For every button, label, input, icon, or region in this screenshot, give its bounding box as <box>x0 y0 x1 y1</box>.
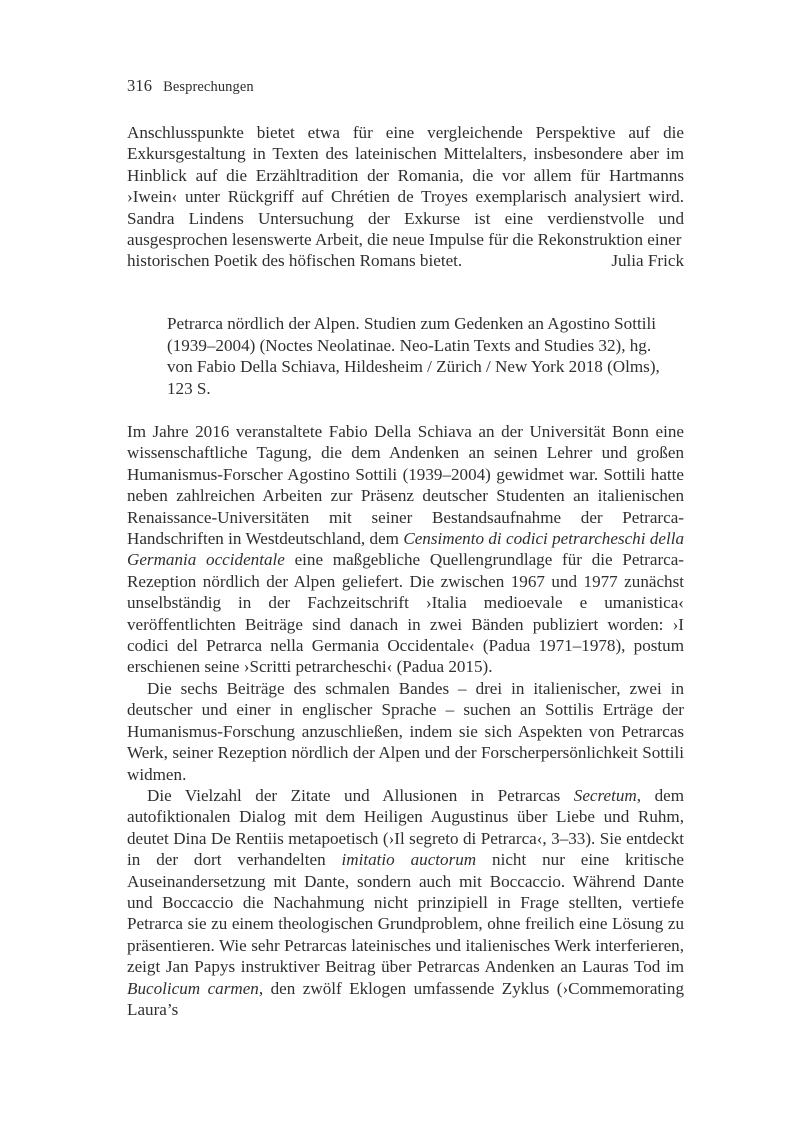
review-paragraph-2: Die sechs Beiträge des schmalen Bandes – drei in italienischer, zwei in deutscher und einer in englischer Sprache – suchen an Sottilis Erträge der Humanismus-Forschung anzuschließen, indem sie sich Aspekten von Petrarcas Werk, seiner Rezeption nördlich der Alpen und der Forscherpersönlichkeit Sottili widmen. <box>127 678 684 784</box>
title-secretum: Secretum <box>573 785 637 805</box>
biblio-line-2: (1939–2004) (Noctes Neolatinae. Neo-Latin Texts and Studies 32), hg. <box>167 335 652 355</box>
bibliographic-heading <box>167 313 684 399</box>
review-paragraph-1 <box>127 421 684 678</box>
paragraph-3-text-a: Die Vielzahl der Zitate und Allusionen in Petrarcas <box>147 785 574 805</box>
review-body <box>127 421 684 1020</box>
closing-review-paragraph: Anschlusspunkte bietet etwa für eine vergleichende Perspektive auf die Exkursgestaltung in Texten des lateinischen Mittelalters, insbesondere aber im Hinblick auf die Erzähltradition der Romania, die vor allem für Hartmanns ›Iwein‹ unter Rückgriff auf Chrétien de Troyes exemplarisch analysiert wird. Sandra Lindens Untersuchung der Exkurse ist eine verdienstvolle und ausgesprochen lesenswerte Arbeit, die neue Impulse für die Rekonstruktion einer <box>127 123 684 250</box>
running-head-title: Besprechungen <box>163 79 254 95</box>
title-censimento: Censimento di codici petrarcheschi della Germania occidentale <box>127 529 685 570</box>
biblio-line-3: von Fabio Della Schiava, Hildesheim / Zürich / New York 2018 (Olms), <box>167 357 660 377</box>
paragraph-3-text-b: , dem autofiktionalen Dialog mit dem Heiligen Augustinus über Liebe und Ruhm, deutet Dina De Rentiis metapoetisch (›Il segreto di Petrarca‹, 3–33). Sie entdeckt in der dort verhandelten <box>127 785 684 870</box>
review-paragraph-3 <box>127 785 684 1020</box>
term-imitatio-auctorum: imitatio auctorum <box>341 850 477 870</box>
biblio-line-1: Petrarca nördlich der Alpen. Studien zum Gedenken an Agostino Sottili <box>167 314 656 333</box>
page-number: 316 <box>127 76 153 95</box>
closing-review-final-text: historischen Poetik des höfischen Romans bietet. <box>127 251 463 271</box>
paragraph-3-text-d: , den zwölf Eklogen umfassende Zyklus (›Commemorating Laura’s <box>127 978 685 1019</box>
paragraph-1-text-a: Im Jahre 2016 veranstaltete Fabio Della Schiava an der Universität Bonn eine wissenschaftliche Tagung, die dem Andenken an seinen Lehrer und großen Humanismus-Forscher Agostino Sottili (1939–2004) gewidmet war. Sottili hatte neben zahlreichen Arbeiten zur Präsenz deutscher Studenten an italienischen Renaissance-Universitäten mit seiner Bestandsaufnahme der Petrarca-Handschriften in Westdeutschland, dem <box>127 422 684 549</box>
closing-review-final-line <box>127 250 684 271</box>
closing-review-section <box>127 122 684 272</box>
paragraph-3-text-c: nicht nur eine kritische Auseinandersetzung mit Dante, sondern auch mit Boccaccio. Während Dante und Boccaccio die Nachahmung nicht prinzipiell in Frage stellten, vertiefe Petrarca sie zu einem theologischen Grundproblem, ohne freilich eine Lösung zu präsentieren. Wie sehr Petrarcas lateinisches und italienisches Werk interferieren, zeigt Jan Papys instruktiver Beitrag über Petrarcas Andenken an Lauras Tod im <box>127 850 685 977</box>
title-bucolicum-carmen: Bucolicum carmen <box>127 978 259 998</box>
biblio-line-4: 123 S. <box>167 378 211 398</box>
running-head <box>127 76 684 96</box>
reviewer-signature: Julia Frick <box>611 251 684 271</box>
paragraph-1-text-b: eine maßgebliche Quellengrundlage für die Petrarca-Rezeption nördlich der Alpen geliefert. Die zwischen 1967 und 1977 zunächst unselbständig in der Fachzeitschrift ›Italia medioevale e umanistica‹ veröffentlichten Beiträge sind danach in zwei Bänden publiziert worden: ›I codici del Petrarca nella Germania Occidentale‹ (Padua 1971–1978), postum erschienen seine ›Scritti petrarcheschi‹ (Padua 2015). <box>127 550 684 677</box>
